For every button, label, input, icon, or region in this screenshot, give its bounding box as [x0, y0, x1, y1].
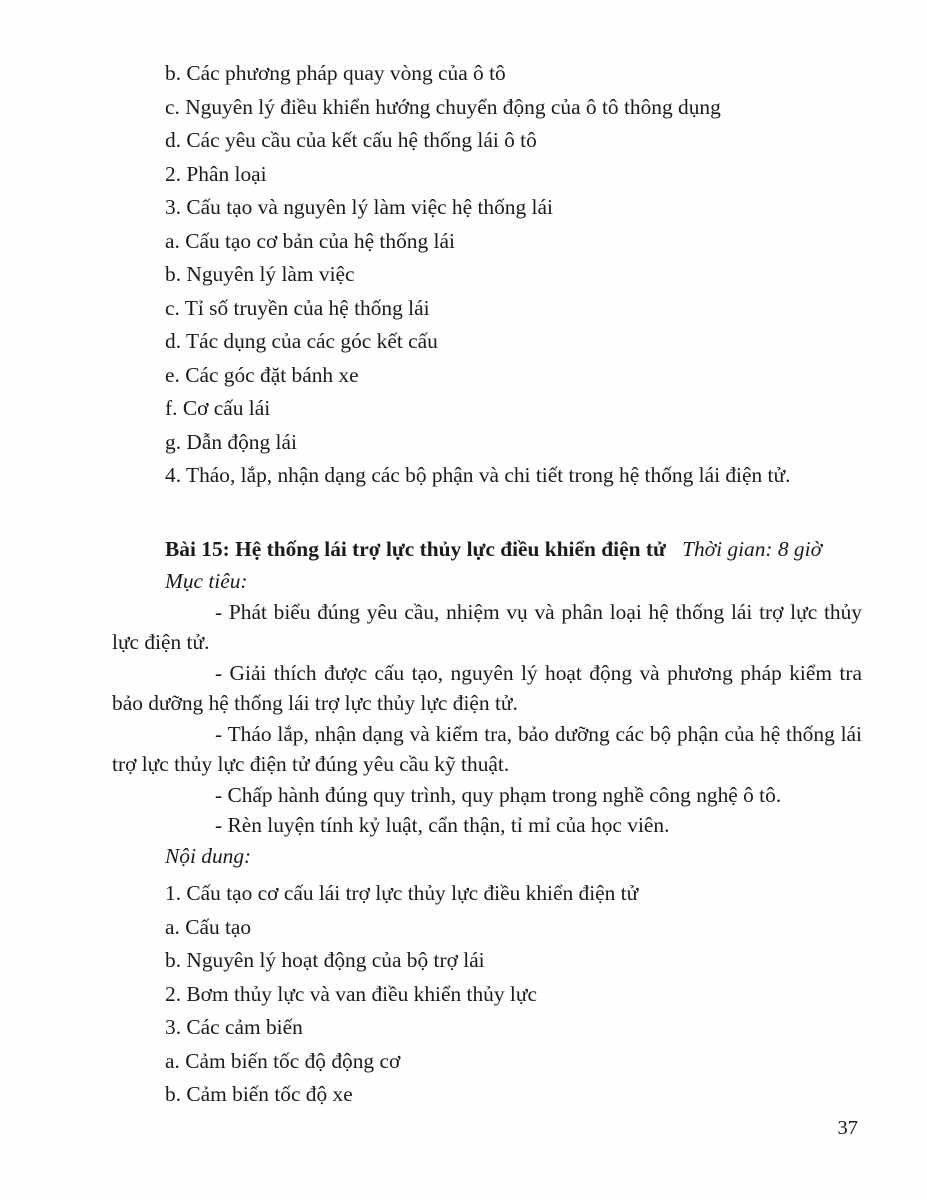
content-heading: Nội dung:: [165, 843, 252, 868]
outline-line: b. Nguyên lý làm việc: [165, 262, 355, 286]
objectives-heading: Mục tiêu:: [165, 569, 248, 593]
content-line: 1. Cấu tạo cơ cấu lái trợ lực thủy lực điều khiển điện tử: [165, 881, 639, 905]
objective-item: - Phát biểu đúng yêu cầu, nhiệm vụ và phân loại hệ thống lái trợ lực thủy lực điện tử.: [112, 599, 862, 654]
lesson-title: Bài 15: Hệ thống lái trợ lực thủy lực điều khiển điện tử: [165, 536, 666, 561]
outline-line: d. Tác dụng của các góc kết cấu: [165, 329, 438, 353]
objective-item: - Tháo lắp, nhận dạng và kiểm tra, bảo dưỡng các bộ phận của hệ thống lái trợ lực thủy lực điện tử đúng yêu cầu kỹ thuật.: [112, 721, 862, 776]
objectives-list: [112, 597, 862, 841]
objective-item: - Giải thích được cấu tạo, nguyên lý hoạt động và phương pháp kiểm tra bảo dưỡng hệ thống lái trợ lực thủy lực điện tử.: [112, 660, 862, 715]
page-content: [112, 57, 862, 1145]
content-line: 2. Bơm thủy lực và van điều khiển thủy lực: [165, 981, 537, 1006]
outline-line: f. Cơ cấu lái: [165, 396, 271, 420]
content-line: b. Cảm biến tốc độ xe: [165, 1082, 353, 1106]
outline-line: a. Cấu tạo cơ bản của hệ thống lái: [165, 228, 455, 253]
content-line: b. Nguyên lý hoạt động của bộ trợ lái: [165, 948, 485, 972]
objective-item: - Rèn luyện tính kỷ luật, cẩn thận, tỉ mỉ của học viên.: [215, 813, 670, 837]
outline-line: b. Các phương pháp quay vòng của ô tô: [165, 61, 506, 85]
outline-line: d. Các yêu cầu của kết cấu hệ thống lái ô tô: [165, 128, 537, 152]
outline-line: g. Dẫn động lái: [165, 429, 297, 454]
outline-line: c. Nguyên lý điều khiển hướng chuyển động của ô tô thông dụng: [165, 94, 721, 119]
outline-line: c. Tỉ số truyền của hệ thống lái: [165, 295, 430, 320]
outline-line: 3. Cấu tạo và nguyên lý làm việc hệ thống lái: [165, 195, 553, 219]
content-line: 3. Các cảm biến: [165, 1015, 303, 1039]
outline-line: e. Các góc đặt bánh xe: [165, 362, 359, 387]
lesson-content-outline: [112, 877, 862, 1112]
lesson-duration: Thời gian: 8 giờ: [682, 536, 822, 561]
content-line: a. Cấu tạo: [165, 914, 252, 939]
objective-item: - Chấp hành đúng quy trình, quy phạm trong nghề công nghệ ô tô.: [215, 782, 782, 807]
content-line: a. Cảm biến tốc độ động cơ: [165, 1048, 401, 1073]
lesson-heading-line: [112, 533, 862, 567]
previous-lesson-outline: [112, 57, 862, 493]
page-number: 37: [837, 1116, 858, 1139]
outline-line: 2. Phân loại: [165, 161, 267, 186]
outline-line: 4. Tháo, lắp, nhận dạng các bộ phận và chi tiết trong hệ thống lái điện tử.: [165, 463, 791, 487]
